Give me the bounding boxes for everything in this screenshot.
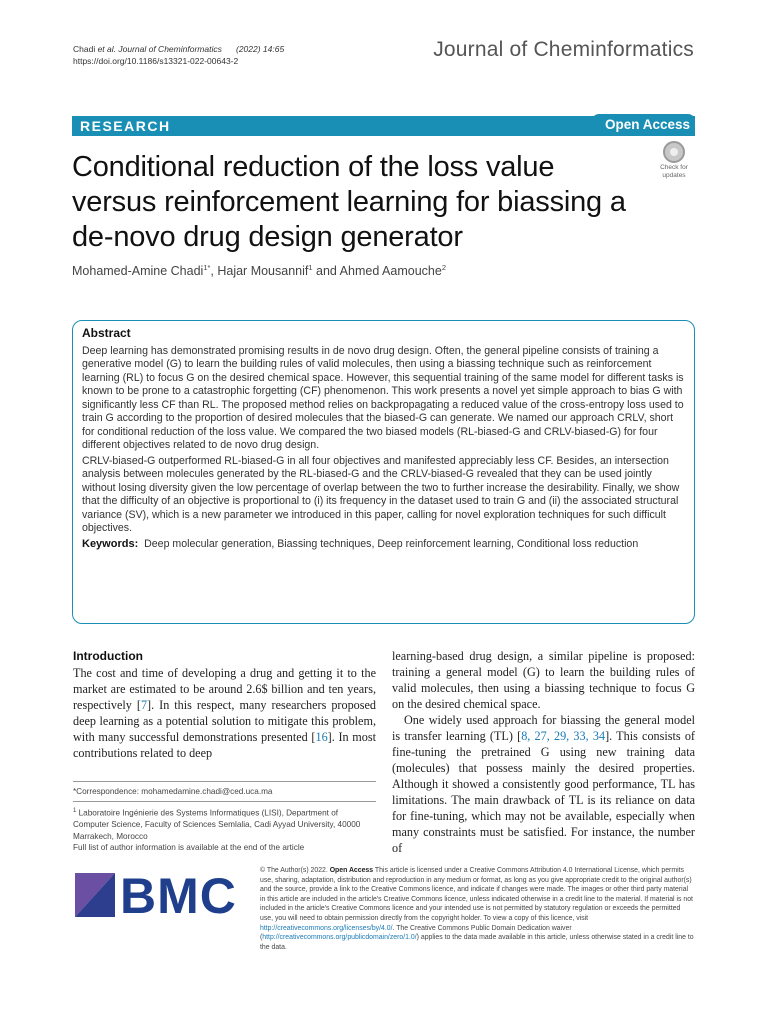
license-text	[260, 866, 695, 952]
article-title: Conditional reduction of the loss value versus reinforcement learning for biassing a de-novo drug design generator	[72, 151, 626, 253]
author-list	[72, 263, 446, 278]
check-updates-line1: Check for	[660, 164, 688, 171]
intro-paragraph-2: learning-based drug design, a similar pipeline is proposed: training a general model (G) to learn the building rules of valid molecules, then using a biassing technique to focus G on the desired chemical space.	[392, 649, 695, 711]
intro-left-column	[73, 648, 376, 761]
open-access-label: Open Access	[604, 117, 690, 132]
license-body-1: This article is licensed under a Creative Commons Attribution 4.0 International License, which permits use, sharing, adaptation, distribution and reproduction in any medium or format, as long as you give appropriate credit to the original author(s) and the source, provide a link to the Creative Commons licence, and indicate if changes were made. The images or other third party material in this article are included in the article's Creative Commons licence, unless indicated otherwise in a credit line to the material. If material is not included in the article's Creative Commons licence and your intended use is not permitted by statutory regulation or exceeds the permitted use, you will need to obtain permission directly from the copyright holder. To view a copy of this licence, visit	[260, 867, 693, 922]
public-domain-link[interactable]: http://creativecommons.org/publicdomain/zero/1.0/	[262, 934, 417, 942]
author-2[interactable]: , Hajar Mousannif	[210, 264, 309, 279]
affiliation-note	[73, 806, 376, 854]
license-lead: © The Author(s) 2022.	[260, 867, 330, 874]
citation	[73, 43, 284, 67]
abstract-paragraph-2: CRLV-biased-G outperformed RL-biased-G in all four objectives and manifested appreciably less CF. Besides, an intersection analysis between molecules generated by the RL-biased-G and the CRLV-biased-G revealed that they can be used jointly without losing diversity given the low percentage of overlap between the two to further increase the desirability. Finally, we show that the difficulty of an objective is proportional to (i) its frequency in the dataset used to train G and (ii) the associated structural variance (SV), which is a new parameter we introduced in this paper, calling for novel exploration techniques for such difficult objectives.	[82, 454, 680, 534]
intro-text-c: ]. In most contributions related to deep	[73, 730, 376, 760]
license-body-2: . The Creative Commons Public Domain Dedication waiver (	[260, 924, 572, 942]
author-3-affil: 2	[441, 263, 446, 272]
intro-text-a: The cost and time of developing a drug and getting it to the market are estimated to be around 2.6$ billion and ten years, respectively [	[73, 666, 376, 712]
intro-paragraph-1	[73, 665, 376, 761]
citation-author: Chadi	[73, 44, 96, 54]
citation-line	[73, 43, 284, 55]
keywords-list: Deep molecular generation, Biassing techniques, Deep reinforcement learning, Conditional loss reduction	[144, 537, 639, 550]
abstract-paragraph-1: Deep learning has demonstrated promising results in de novo drug design. Often, the general pipeline consists of training a generative model (G) to learn the building rules of valid molecules, then using a biassing technique such as reinforcement learning (RL) to focus G on the desired chemical space. However, this sequential training of the same model for different tasks is known to be prone to a catastrophic forgetting (CF) phenomenon. This work presents a novel yet simple approach to bias G with significantly less CF than RL. The proposed method relies on backpropagating a reduced value of the cross-entropy loss used to train G according to the proportion of desired molecules that the biased-G can generate. We named our approach CRLV, short for conditional reduction of the loss value. We compared the two biased models (RL-biased-G and CRLV-biased-G) for four different objectives related to de novo drug design.	[82, 344, 684, 451]
bmc-logo-icon	[75, 873, 115, 917]
intro-text-b: ]. In this respect, many researchers proposed deep learning as a potential solution to mitigate this problem, with many successful demonstrations presented [	[73, 698, 376, 744]
check-updates-line2: updates	[662, 172, 686, 179]
footnote-divider	[73, 781, 376, 782]
ref-link[interactable]: 7	[140, 698, 148, 712]
citation-journal: et al. Journal of Cheminformatics	[95, 44, 222, 54]
intro-heading: Introduction	[73, 649, 143, 663]
full-list-note: Full list of author information is available at the end of the article	[73, 843, 305, 853]
ref-link-group[interactable]: 8, 27, 29, 33, 34	[521, 729, 606, 743]
abstract	[82, 327, 687, 553]
author-2-affil: 1	[308, 263, 313, 272]
journal-name: Journal of Cheminformatics	[433, 38, 694, 61]
intro-paragraph-3	[392, 712, 695, 856]
license-link[interactable]: http://creativecommons.org/licenses/by/4.0/	[260, 924, 393, 932]
affiliation-text: Laboratoire Ingénierie des Systems Informatiques (LISI), Department of Computer Science, Faculty of Sciences Semlalia, Cadi Ayyad University, 40000 Marrakech, Morocco	[73, 808, 361, 841]
publisher-logo-text: BMC	[120, 868, 237, 924]
check-updates-icon	[663, 141, 685, 163]
license-open-access: Open Access	[329, 867, 374, 874]
section-label: RESEARCH	[80, 118, 171, 134]
footnote-divider	[73, 801, 376, 802]
check-for-updates-badge[interactable]	[654, 141, 694, 181]
intro-right-column	[392, 648, 695, 856]
citation-year: (2022) 14:65	[236, 44, 285, 54]
intro-text-d: One widely used approach for biassing the general model is transfer learning (TL) [	[392, 713, 695, 743]
abstract-heading: Abstract	[82, 326, 131, 340]
author-1-affil: 1*	[203, 263, 211, 272]
keywords-label: Keywords:	[82, 537, 139, 550]
author-3[interactable]: and Ahmed Aamouche	[312, 264, 442, 279]
doi-link[interactable]: https://doi.org/10.1186/s13321-022-00643-2	[73, 56, 239, 66]
author-1[interactable]: Mohamed-Amine Chadi	[72, 264, 204, 279]
license-body-3: ) applies to the data made available in this article, unless otherwise stated in a credit line to the data.	[260, 934, 694, 951]
intro-text-e: ]. This consists of fine-tuning the pretrained G using new training data (molecules) that possess mainly the desired properties. Although it showed a consistently good performance, TL has limitations. The main drawback of TL is its reliance on data for fine-tuning, which may not be available, especially when many constraints must be satisfied. For instance, the number of	[392, 729, 695, 855]
affiliation-sup: 1	[73, 808, 77, 814]
correspondence-note[interactable]: *Correspondence: mohamedamine.chadi@ced.uca.ma	[73, 787, 273, 796]
keywords	[82, 538, 687, 552]
ref-link[interactable]: 16	[315, 730, 328, 744]
